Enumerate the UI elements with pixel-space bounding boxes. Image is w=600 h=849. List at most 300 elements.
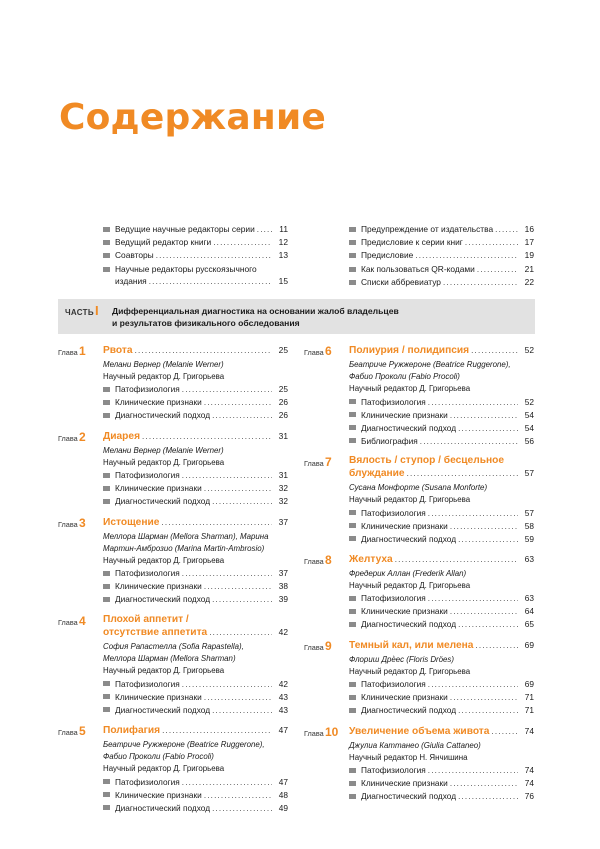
dot-leader bbox=[162, 725, 272, 737]
square-bullet-icon bbox=[349, 510, 356, 515]
chapter-title: Рвота bbox=[103, 345, 133, 356]
chapters-column-right bbox=[304, 344, 534, 811]
dot-leader bbox=[450, 692, 518, 704]
toc-item-page: 22 bbox=[524, 276, 534, 287]
square-bullet-icon bbox=[103, 413, 110, 418]
section-item bbox=[103, 593, 288, 606]
square-bullet-icon bbox=[103, 387, 110, 392]
chapter-number: 6 bbox=[325, 344, 332, 358]
section-line bbox=[115, 691, 288, 704]
part-number: I bbox=[95, 303, 99, 318]
chapter-number: 8 bbox=[325, 553, 332, 568]
section-item bbox=[103, 482, 288, 495]
author-line: Мартин-Амброзио (Marina Martin-Ambrosio) bbox=[103, 544, 265, 554]
section-line bbox=[361, 777, 534, 790]
section-line bbox=[361, 396, 534, 409]
section-line bbox=[361, 533, 534, 546]
dot-leader bbox=[443, 277, 518, 289]
chapter-number: 10 bbox=[325, 724, 339, 739]
section-line bbox=[361, 764, 534, 777]
section-name: Диагностический подход bbox=[115, 594, 211, 605]
dot-leader bbox=[182, 568, 272, 580]
section-name: Патофизиология bbox=[361, 507, 426, 518]
square-bullet-icon bbox=[349, 781, 356, 786]
author-line: Мелани Вернер (Melanie Werner) bbox=[103, 445, 224, 455]
toc-item-label: Ведущие научные редакторы серии bbox=[115, 224, 255, 234]
section-item bbox=[349, 533, 534, 546]
square-bullet-icon bbox=[349, 240, 356, 245]
section-line bbox=[115, 580, 288, 593]
chapter-label: Глава bbox=[58, 348, 78, 357]
section-line bbox=[361, 618, 534, 631]
section-item bbox=[103, 802, 288, 815]
section-page: 31 bbox=[278, 470, 288, 481]
section-line bbox=[115, 409, 288, 422]
chapter-entry bbox=[304, 725, 534, 803]
square-bullet-icon bbox=[349, 425, 356, 430]
chapter-page: 37 bbox=[278, 516, 288, 527]
section-page: 32 bbox=[278, 483, 288, 494]
section-item bbox=[103, 789, 288, 802]
chapter-number: 9 bbox=[325, 638, 332, 653]
section-page: 71 bbox=[524, 692, 534, 703]
square-bullet-icon bbox=[103, 597, 110, 602]
square-bullet-icon bbox=[349, 280, 356, 285]
section-name: Патофизиология bbox=[115, 568, 180, 579]
section-page: 63 bbox=[524, 593, 534, 604]
dot-leader bbox=[450, 606, 518, 618]
dot-leader bbox=[415, 250, 518, 262]
square-bullet-icon bbox=[103, 400, 110, 405]
section-name: Патофизиология bbox=[115, 470, 180, 481]
square-bullet-icon bbox=[349, 768, 356, 773]
chapter-entry bbox=[304, 455, 534, 545]
front-matter-left bbox=[103, 223, 288, 288]
part-header bbox=[58, 299, 535, 334]
square-bullet-icon bbox=[349, 609, 356, 614]
chapter-entry bbox=[304, 639, 534, 717]
section-name: Патофизиология bbox=[361, 396, 426, 407]
section-line bbox=[361, 507, 534, 520]
toc-item-page: 16 bbox=[524, 224, 534, 234]
section-page: 26 bbox=[278, 410, 288, 421]
chapter-number: 2 bbox=[79, 429, 86, 444]
section-line bbox=[115, 396, 288, 409]
square-bullet-icon bbox=[103, 792, 110, 797]
chapter-number: 5 bbox=[79, 724, 86, 739]
chapter-page: 57 bbox=[524, 468, 534, 479]
toc-item bbox=[349, 263, 534, 276]
section-line bbox=[361, 605, 534, 618]
section-line bbox=[115, 482, 288, 495]
author-line: Меллора Шарман (Mellora Sharman) bbox=[103, 654, 236, 664]
square-bullet-icon bbox=[349, 267, 356, 272]
section-name: Патофизиология bbox=[115, 776, 180, 787]
dot-leader bbox=[428, 593, 518, 605]
scientific-editor: Научный редактор Д. Григорьева bbox=[349, 581, 471, 591]
dot-leader bbox=[458, 619, 518, 631]
section-item bbox=[349, 678, 534, 691]
section-line bbox=[361, 704, 534, 717]
chapter-title-row bbox=[349, 467, 534, 481]
chapter-label: Глава bbox=[304, 557, 324, 567]
dot-leader bbox=[465, 237, 518, 249]
dot-leader bbox=[212, 803, 272, 815]
dot-leader bbox=[450, 410, 518, 422]
author-line: Беатриче Ружжероне (Beatrice Ruggerone), bbox=[349, 360, 511, 369]
scientific-editor: Научный редактор Н. Янчишина bbox=[349, 753, 468, 763]
author-line: Меллора Шарман (Mellora Sharman), Марина bbox=[103, 531, 269, 541]
section-item bbox=[103, 580, 288, 593]
chapter-title: Истощение bbox=[103, 516, 160, 528]
dot-leader bbox=[428, 765, 518, 777]
section-item bbox=[103, 567, 288, 580]
dot-leader bbox=[212, 410, 272, 422]
section-line bbox=[361, 409, 534, 422]
square-bullet-icon bbox=[349, 536, 356, 541]
toc-item-line bbox=[361, 276, 534, 289]
section-page: 59 bbox=[524, 533, 534, 544]
dot-leader bbox=[477, 264, 518, 276]
dot-leader bbox=[182, 384, 272, 396]
section-line bbox=[115, 593, 288, 606]
section-page: 76 bbox=[524, 791, 534, 802]
section-item bbox=[103, 495, 288, 508]
section-name: Патофизиология bbox=[115, 678, 180, 689]
square-bullet-icon bbox=[349, 399, 356, 404]
toc-item-page: 19 bbox=[524, 250, 534, 261]
dot-leader bbox=[182, 470, 272, 482]
square-bullet-icon bbox=[103, 584, 110, 589]
chapter-title-row bbox=[103, 626, 288, 640]
section-name: Патофизиология bbox=[361, 593, 426, 604]
toc-item-page: 17 bbox=[524, 237, 534, 248]
chapter-title-row bbox=[349, 639, 534, 653]
chapter-entry bbox=[304, 344, 534, 448]
toc-item-label: Как пользоваться QR-кодами bbox=[361, 263, 475, 274]
square-bullet-icon bbox=[103, 707, 110, 712]
square-bullet-icon bbox=[103, 227, 110, 232]
section-name: Патофизиология bbox=[115, 384, 180, 395]
chapter-number: 3 bbox=[79, 515, 86, 530]
dot-leader bbox=[204, 692, 272, 704]
dot-leader bbox=[204, 483, 272, 495]
dot-leader bbox=[420, 436, 518, 448]
dot-leader bbox=[428, 508, 518, 520]
chapter-title: Полиурия / полидипсия bbox=[349, 345, 470, 356]
section-item bbox=[103, 469, 288, 482]
section-item bbox=[349, 618, 534, 631]
section-line bbox=[115, 495, 288, 508]
chapter-label: Глава bbox=[304, 459, 324, 469]
chapter-title-row bbox=[349, 553, 534, 567]
section-page: 37 bbox=[278, 568, 288, 579]
section-page: 69 bbox=[524, 679, 534, 690]
author-line: София Рапастелла (Sofia Rapastella), bbox=[103, 641, 244, 651]
square-bullet-icon bbox=[103, 240, 110, 245]
page-title: Содержание bbox=[59, 97, 327, 138]
section-name: Клинические признаки bbox=[115, 789, 202, 800]
section-page: 43 bbox=[278, 691, 288, 702]
section-name: Клинические признаки bbox=[115, 397, 202, 408]
toc-item-line bbox=[361, 223, 534, 236]
dot-leader bbox=[204, 790, 272, 802]
chapter-authors bbox=[349, 568, 534, 580]
section-page: 42 bbox=[278, 678, 288, 689]
toc-item-line bbox=[361, 249, 534, 262]
section-page: 56 bbox=[524, 435, 534, 446]
section-name: Диагностический подход bbox=[115, 496, 211, 507]
chapter-page: 47 bbox=[278, 725, 288, 736]
toc-item bbox=[349, 276, 534, 289]
part-title bbox=[112, 306, 522, 329]
author-line: Мелани Вернер (Melanie Werner) bbox=[103, 360, 224, 369]
section-page: 49 bbox=[278, 802, 288, 813]
section-page: 38 bbox=[278, 581, 288, 592]
dot-leader bbox=[458, 534, 518, 546]
toc-item-line bbox=[115, 249, 288, 262]
section-item bbox=[349, 409, 534, 422]
section-name: Клинические признаки bbox=[115, 581, 202, 592]
section-name: Диагностический подход bbox=[115, 802, 211, 813]
dot-leader bbox=[149, 276, 272, 288]
section-item bbox=[349, 605, 534, 618]
chapter-authors bbox=[103, 531, 288, 555]
section-item bbox=[103, 678, 288, 691]
section-name: Клинические признаки bbox=[361, 692, 448, 703]
scientific-editor: Научный редактор Д. Григорьева bbox=[349, 384, 471, 394]
section-item bbox=[103, 396, 288, 409]
section-line bbox=[361, 691, 534, 704]
dot-leader bbox=[204, 397, 272, 409]
chapter-authors bbox=[349, 654, 534, 666]
chapter-label: Глава bbox=[58, 728, 78, 738]
section-name: Патофизиология bbox=[361, 679, 426, 690]
section-page: 47 bbox=[278, 776, 288, 787]
toc-item-label: Предисловие bbox=[361, 250, 414, 261]
dot-leader bbox=[458, 423, 518, 435]
section-item bbox=[349, 520, 534, 533]
section-line bbox=[361, 592, 534, 605]
section-name: Библиография bbox=[361, 435, 418, 446]
dot-leader bbox=[475, 640, 518, 652]
section-item bbox=[349, 435, 534, 448]
section-page: 57 bbox=[524, 507, 534, 518]
section-page: 74 bbox=[524, 765, 534, 776]
section-line bbox=[115, 383, 288, 396]
section-name: Клинические признаки bbox=[361, 520, 448, 531]
chapter-title: блуждание bbox=[349, 468, 405, 480]
scientific-editor: Научный редактор Д. Григорьева bbox=[349, 667, 471, 677]
section-line bbox=[115, 776, 288, 789]
square-bullet-icon bbox=[349, 523, 356, 528]
dot-leader bbox=[212, 705, 272, 717]
section-line bbox=[361, 422, 534, 435]
section-item bbox=[103, 691, 288, 704]
scientific-editor: Научный редактор Д. Григорьева bbox=[103, 666, 225, 676]
scientific-editor: Научный редактор Д. Григорьева bbox=[103, 458, 225, 468]
toc-item-line bbox=[361, 263, 534, 276]
chapter-number: 7 bbox=[325, 455, 332, 470]
chapter-title-row bbox=[349, 344, 534, 358]
section-page: 58 bbox=[524, 520, 534, 531]
chapter-label: Глава bbox=[304, 348, 324, 357]
dot-leader bbox=[212, 594, 272, 606]
section-item bbox=[349, 777, 534, 790]
section-item bbox=[103, 776, 288, 789]
section-item bbox=[349, 790, 534, 803]
section-name: Диагностический подход bbox=[361, 533, 457, 544]
square-bullet-icon bbox=[103, 486, 110, 491]
toc-item-label: Предупреждение от издательства bbox=[361, 224, 494, 234]
chapter-title-row bbox=[103, 344, 288, 358]
dot-leader bbox=[395, 554, 518, 566]
author-line: Фредерик Аллан (Frederik Allan) bbox=[349, 569, 467, 579]
dot-leader bbox=[428, 397, 518, 409]
square-bullet-icon bbox=[349, 227, 356, 232]
toc-item-page: 12 bbox=[278, 237, 288, 248]
section-name: Клинические признаки bbox=[115, 691, 202, 702]
author-line: Сусана Монфорте (Susana Monforte) bbox=[349, 483, 488, 493]
dot-leader bbox=[450, 521, 518, 533]
section-page: 26 bbox=[278, 397, 288, 408]
dot-leader bbox=[213, 237, 272, 249]
section-name: Клинические признаки bbox=[115, 483, 202, 494]
section-page: 74 bbox=[524, 778, 534, 789]
chapter-title-row bbox=[103, 516, 288, 530]
chapter-page: 63 bbox=[524, 554, 534, 565]
section-name: Диагностический подход bbox=[361, 619, 457, 630]
section-name: Диагностический подход bbox=[361, 422, 457, 433]
dot-leader bbox=[428, 679, 518, 691]
chapter-label: Глава bbox=[58, 433, 78, 443]
chapter-title-line: Плохой аппетит / bbox=[103, 613, 189, 625]
section-name: Клинические признаки bbox=[361, 778, 448, 789]
chapter-title: Полифагия bbox=[103, 725, 161, 737]
section-name: Клинические признаки bbox=[361, 606, 448, 617]
square-bullet-icon bbox=[103, 779, 110, 784]
square-bullet-icon bbox=[349, 438, 356, 443]
square-bullet-icon bbox=[103, 473, 110, 478]
square-bullet-icon bbox=[103, 694, 110, 699]
chapter-authors bbox=[349, 482, 534, 494]
section-name: Диагностический подход bbox=[115, 704, 211, 715]
section-line bbox=[115, 567, 288, 580]
dot-leader bbox=[135, 345, 272, 357]
scientific-editor: Научный редактор Д. Григорьева bbox=[103, 556, 225, 566]
chapter-title: Диарея bbox=[103, 430, 141, 442]
section-name: Диагностический подход bbox=[115, 410, 211, 421]
chapter-entry bbox=[58, 430, 288, 508]
scientific-editor: Научный редактор Д. Григорьева bbox=[103, 372, 225, 382]
square-bullet-icon bbox=[349, 622, 356, 627]
chapter-label: Глава bbox=[304, 642, 324, 652]
toc-item-page: 21 bbox=[524, 263, 534, 274]
section-line bbox=[361, 790, 534, 803]
section-page: 43 bbox=[278, 704, 288, 715]
chapter-number: 1 bbox=[79, 344, 86, 358]
chapter-page: 25 bbox=[278, 345, 288, 355]
square-bullet-icon bbox=[349, 253, 356, 258]
chapter-entry bbox=[304, 553, 534, 631]
section-name: Диагностический подход bbox=[361, 705, 457, 716]
section-item bbox=[349, 507, 534, 520]
section-item bbox=[103, 383, 288, 396]
chapter-authors bbox=[103, 359, 288, 371]
section-item bbox=[349, 422, 534, 435]
dot-leader bbox=[407, 468, 518, 480]
toc-item-line bbox=[115, 275, 288, 288]
section-item bbox=[349, 764, 534, 777]
chapter-authors bbox=[349, 359, 534, 383]
part-title-line: Дифференциальная диагностика на основании жалоб владельцев bbox=[112, 306, 399, 316]
chapter-page: 31 bbox=[278, 430, 288, 441]
section-item bbox=[103, 704, 288, 717]
toc-item bbox=[103, 236, 288, 249]
section-line bbox=[115, 469, 288, 482]
square-bullet-icon bbox=[103, 253, 110, 258]
section-name: Клинические признаки bbox=[361, 409, 448, 420]
section-item bbox=[349, 691, 534, 704]
square-bullet-icon bbox=[349, 794, 356, 799]
chapter-entry bbox=[58, 614, 288, 717]
part-label: ЧАСТЬ bbox=[65, 308, 94, 317]
square-bullet-icon bbox=[349, 596, 356, 601]
chapter-entry bbox=[58, 344, 288, 422]
section-page: 54 bbox=[524, 422, 534, 433]
dot-leader bbox=[458, 705, 518, 717]
dot-leader bbox=[257, 224, 272, 236]
chapter-page: 69 bbox=[524, 639, 534, 650]
section-line bbox=[115, 704, 288, 717]
toc-item-page: 15 bbox=[278, 275, 288, 286]
section-page: 65 bbox=[524, 619, 534, 630]
chapter-title: Желтуха bbox=[349, 554, 393, 566]
toc-item-label: Научные редакторы русскоязычного bbox=[115, 263, 257, 274]
author-line: Фабио Проколи (Fabio Procoli) bbox=[103, 752, 214, 762]
dot-leader bbox=[491, 726, 518, 738]
section-item bbox=[349, 704, 534, 717]
dot-leader bbox=[204, 581, 272, 593]
chapters-column-left bbox=[58, 344, 288, 822]
chapter-page: 42 bbox=[278, 626, 288, 637]
chapter-entry bbox=[58, 516, 288, 607]
square-bullet-icon bbox=[103, 805, 110, 810]
toc-item-label: издания bbox=[115, 275, 147, 286]
chapter-title: Темный кал, или мелена bbox=[349, 639, 474, 651]
chapter-authors bbox=[103, 739, 288, 763]
chapter-label: Глава bbox=[304, 728, 324, 738]
section-page: 32 bbox=[278, 496, 288, 507]
dot-leader bbox=[142, 431, 272, 443]
chapter-title-line: Вялость / ступор / бесцельное bbox=[349, 455, 504, 467]
dot-leader bbox=[182, 777, 272, 789]
scientific-editor: Научный редактор Д. Григорьева bbox=[103, 764, 225, 774]
chapter-label: Глава bbox=[58, 617, 78, 627]
chapter-number: 4 bbox=[79, 613, 86, 628]
section-page: 64 bbox=[524, 606, 534, 617]
toc-item bbox=[349, 236, 534, 249]
toc-item-label: Ведущий редактор книги bbox=[115, 237, 212, 248]
dot-leader bbox=[156, 250, 272, 262]
section-page: 25 bbox=[278, 384, 288, 395]
chapter-page: 52 bbox=[524, 345, 534, 355]
toc-item-line bbox=[361, 236, 534, 249]
section-line bbox=[361, 678, 534, 691]
square-bullet-icon bbox=[103, 499, 110, 504]
toc-item-line bbox=[115, 236, 288, 249]
toc-item-line bbox=[115, 223, 288, 236]
